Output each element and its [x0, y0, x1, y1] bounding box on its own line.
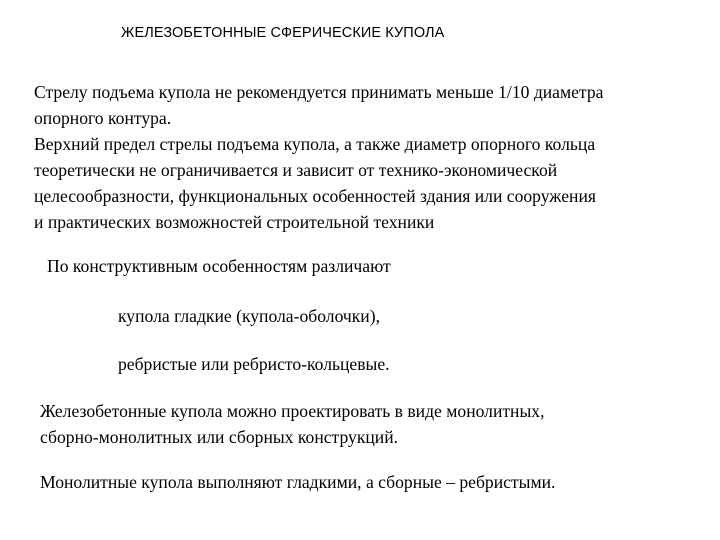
classification-item-ribbed: ребристые или ребристо-кольцевые. — [118, 354, 390, 374]
paragraph-line: Монолитные купола выполняют гладкими, а сборные – ребристыми. — [40, 472, 556, 492]
paragraph-line: опорного контура. — [34, 108, 172, 128]
paragraph-line: и практических возможностей строительной техники — [34, 212, 435, 232]
paragraph-monolithic-vs-precast — [40, 469, 555, 495]
paragraph-line: Стрелу подъема купола не рекомендуется принимать меньше 1/10 диаметра — [34, 82, 604, 102]
paragraph-line: теоретически не ограничивается и зависит от технико-экономической — [34, 160, 558, 180]
paragraph-line: Верхний предел стрелы подъема купола, а также диаметр опорного кольца — [34, 134, 596, 154]
paragraph-dome-rise — [34, 79, 603, 235]
paragraph-line: Железобетонные купола можно проектировать в виде монолитных, — [40, 401, 545, 421]
paragraph-line: сборно-монолитных или сборных конструкций. — [40, 427, 399, 447]
paragraph-line: целесообразности, функциональных особенностей здания или сооружения — [34, 186, 596, 206]
classification-intro: По конструктивным особенностям различают — [47, 256, 391, 276]
classification-item-smooth: купола гладкие (купола-оболочки), — [118, 306, 380, 326]
page-title: ЖЕЛЕЗОБЕТОННЫЕ СФЕРИЧЕСКИЕ КУПОЛА — [121, 25, 445, 41]
paragraph-construction-types — [40, 398, 545, 450]
